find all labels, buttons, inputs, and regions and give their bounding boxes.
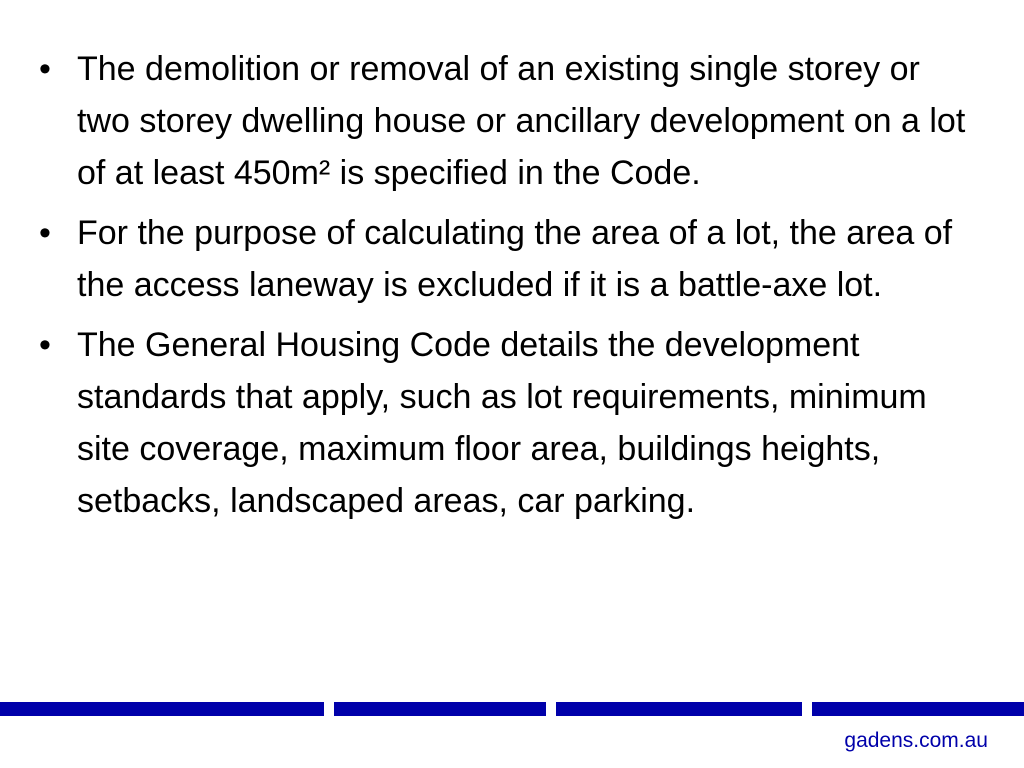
footer-bar-segment xyxy=(812,702,1024,716)
bullet-text: The General Housing Code details the development standards that apply, such as lot requirements, minimum site coverage, maximum floor area, buildings heights, setbacks, landscaped areas, car parking. xyxy=(77,326,927,520)
footer-bar-segment xyxy=(0,702,324,716)
bullet-icon: • xyxy=(39,326,51,364)
footer-website-link[interactable]: gadens.com.au xyxy=(844,729,988,752)
bullet-item-3 xyxy=(30,319,970,527)
bullet-icon: • xyxy=(39,214,51,252)
footer-divider-bar xyxy=(0,702,1024,716)
footer-bar-segment xyxy=(556,702,802,716)
bullet-text: For the purpose of calculating the area of a lot, the area of the access laneway is excluded if it is a battle-axe lot. xyxy=(77,214,953,304)
footer-bar-segment xyxy=(334,702,546,716)
bullet-item-1 xyxy=(30,43,970,199)
bullet-text: The demolition or removal of an existing single storey or two storey dwelling house or ancillary development on a lot of at least 450m² is specified in the Code. xyxy=(77,50,966,192)
bullet-icon: • xyxy=(39,50,51,88)
bullet-item-2 xyxy=(30,207,970,311)
bullet-list xyxy=(30,43,970,535)
